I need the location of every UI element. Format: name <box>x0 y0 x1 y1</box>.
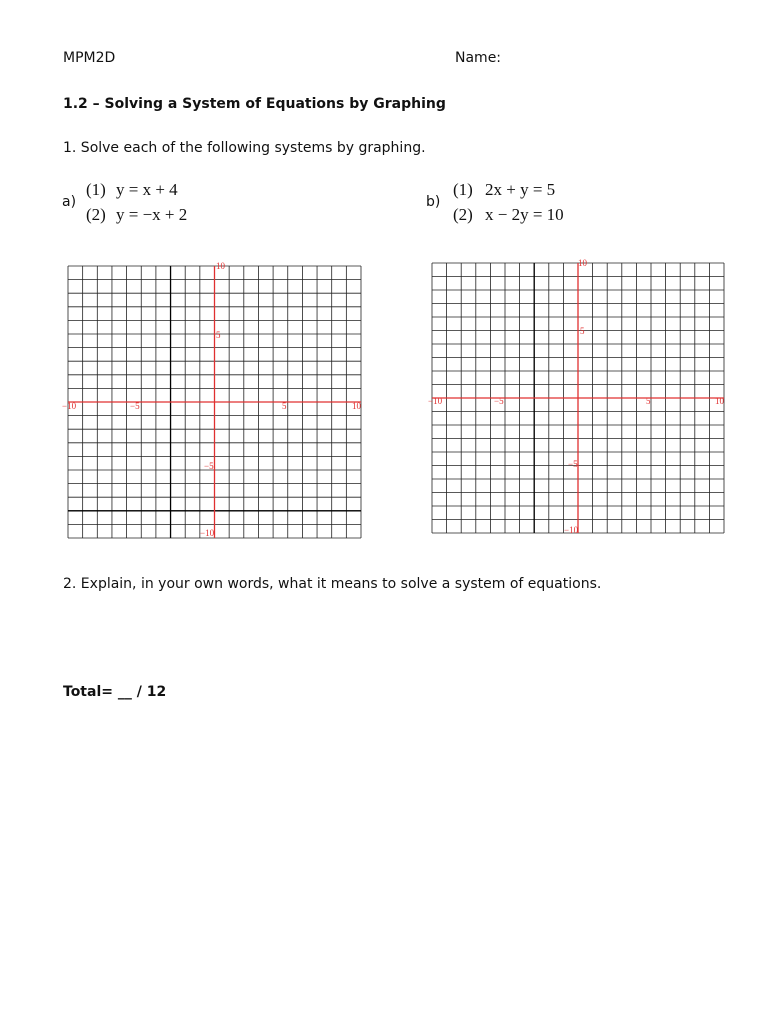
part-a-eq2-number: (2) <box>86 205 106 224</box>
grid-a-label-x-min: −10 <box>62 401 77 411</box>
course-code: MPM2D <box>63 50 116 66</box>
coordinate-grid-b[interactable] <box>428 258 724 535</box>
part-b-eq2-number: (2) <box>453 205 473 224</box>
grid-a-label-y-pos5: 5 <box>216 330 221 340</box>
page-title: 1.2 – Solving a System of Equations by Graphing <box>63 96 446 112</box>
part-b-equation-1: 2x + y = 5 <box>485 180 556 199</box>
total-blank[interactable]: __ <box>117 684 132 700</box>
grid-a-label-y-min: −10 <box>200 528 215 538</box>
part-a-equation-2: y = −x + 2 <box>116 205 188 224</box>
part-b-label: b) <box>426 194 441 210</box>
question-2-prompt: 2. Explain, in your own words, what it means to solve a system of equations. <box>63 576 602 592</box>
grid-a-label-x-max: 10 <box>352 401 361 411</box>
grid-a-label-x-neg5: −5 <box>130 401 140 411</box>
part-a-label: a) <box>62 194 77 210</box>
grid-b-label-x-neg5: −5 <box>494 396 504 406</box>
coordinate-grid-a[interactable] <box>62 261 361 538</box>
part-a-equation-1: y = x + 4 <box>116 180 178 199</box>
grid-b-label-y-max: 10 <box>578 258 587 268</box>
grid-a-label-x-pos5: 5 <box>282 401 287 411</box>
grid-a-label-y-neg5: −5 <box>204 461 214 471</box>
part-b-eq1-number: (1) <box>453 180 473 199</box>
grid-b-label-x-pos5: 5 <box>646 396 651 406</box>
grid-b-label-x-max: 10 <box>715 396 724 406</box>
total-label: Total= <box>63 684 113 700</box>
part-b-equation-2: x − 2y = 10 <box>485 205 564 224</box>
grid-b-label-y-min: −10 <box>564 525 579 535</box>
total-score <box>63 684 166 700</box>
grid-b-label-y-pos5: 5 <box>580 326 585 336</box>
name-label: Name: <box>455 50 502 66</box>
question-1-prompt: 1. Solve each of the following systems by graphing. <box>63 140 426 156</box>
total-out-of: / 12 <box>136 684 167 700</box>
grid-b-label-x-min: −10 <box>428 396 443 406</box>
part-a-eq1-number: (1) <box>86 180 106 199</box>
grid-b-label-y-neg5: −5 <box>568 459 578 469</box>
grid-a-label-y-max: 10 <box>216 261 225 271</box>
